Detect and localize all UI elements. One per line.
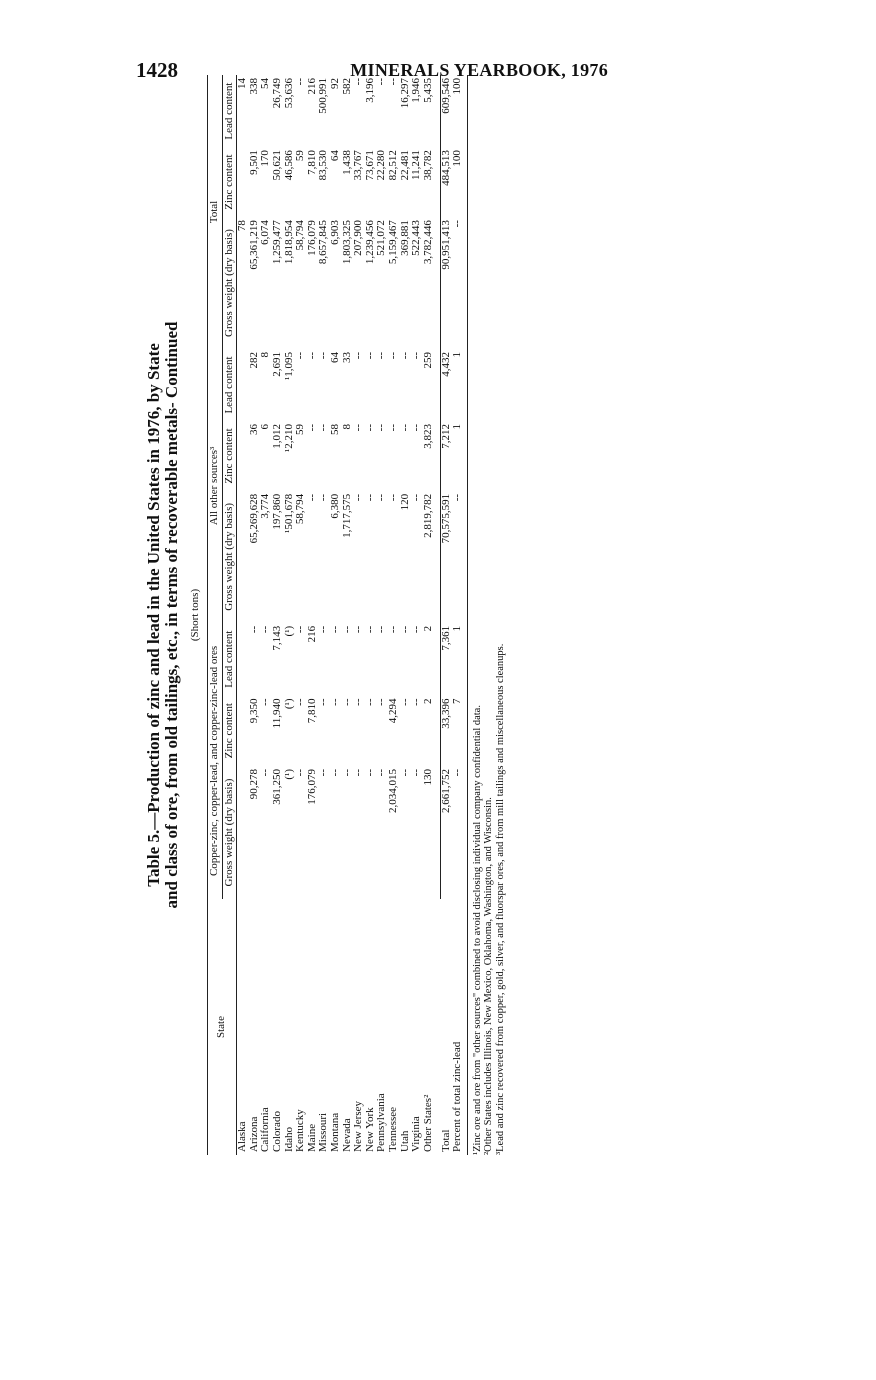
state-name-cell: Arizona <box>247 1116 260 1152</box>
value-cell: 609,546 <box>440 75 452 147</box>
value-cell: -- <box>386 424 399 432</box>
value-cell: -- <box>386 78 399 86</box>
state-name-cell: Maine <box>305 1123 318 1152</box>
value-cell: -- <box>398 769 411 777</box>
table-title-line-2: and class of ore, from old tailings, etc., in terms of recoverable metals- Continued <box>162 321 181 909</box>
value-cell: 90,951,413 <box>440 217 452 349</box>
table-row <box>423 75 435 1155</box>
value-cell: 216 <box>305 78 318 95</box>
value-cell: -- <box>352 351 365 360</box>
value-cell: -- <box>375 769 388 777</box>
value-cell: 46,586 <box>282 150 295 181</box>
value-cell: 2,691 <box>270 351 283 377</box>
value-cell: -- <box>294 351 307 360</box>
value-cell: -- <box>294 769 307 777</box>
value-cell: -- <box>410 493 423 502</box>
value-cell: 207,900 <box>352 220 365 256</box>
value-cell: 6 <box>259 424 272 430</box>
value-cell: 8 <box>340 424 353 430</box>
state-name-cell: Pennsylvania <box>375 1093 388 1152</box>
value-cell: -- <box>317 625 330 634</box>
value-cell: 16,297 <box>398 78 411 109</box>
table-row <box>440 75 452 1155</box>
table-title-line-1: Table 5.—Production of zinc and lead in the United States in 1976, by State <box>144 343 163 887</box>
value-cell: 59 <box>294 424 307 436</box>
value-cell: -- <box>410 625 423 634</box>
value-cell <box>237 349 249 421</box>
value-cell: 1,012 <box>270 424 283 449</box>
table-row <box>330 75 342 1155</box>
value-cell: 176,079 <box>305 220 318 256</box>
value-cell: 2,661,752 <box>440 766 452 899</box>
value-cell: -- <box>363 625 376 634</box>
state-name-cell: Tennessee <box>386 1106 399 1152</box>
value-cell: 3,823 <box>421 424 434 449</box>
value-cell: 58,794 <box>294 220 307 251</box>
footnote: ³Lead and zinc recovered from copper, gold, silver, and fluorspar ores, and from mill tailings and miscellaneous cleanups. <box>494 643 506 1155</box>
value-cell: 120 <box>398 493 411 511</box>
value-cell <box>237 147 249 217</box>
value-cell: -- <box>363 698 376 706</box>
value-cell: 100 <box>451 78 464 95</box>
value-cell: 5,435 <box>421 78 434 103</box>
value-cell: -- <box>340 625 353 634</box>
value-cell: -- <box>317 769 330 777</box>
value-cell: -- <box>363 493 376 502</box>
value-cell: 22,280 <box>375 150 388 181</box>
value-cell: 65,361,219 <box>247 220 260 270</box>
value-cell: -- <box>328 769 341 777</box>
group-header-other-sources: All other sources³ <box>208 349 223 623</box>
state-name-cell: Nevada <box>340 1118 353 1152</box>
value-cell: 1,438 <box>340 150 353 175</box>
col-header-lead-content: Lead content <box>222 349 237 421</box>
value-cell: 1 <box>451 424 464 430</box>
value-cell: -- <box>317 698 330 706</box>
value-cell: 522,443 <box>410 220 423 256</box>
value-cell: 14 <box>236 78 249 89</box>
state-name-cell: Kentucky <box>294 1109 307 1152</box>
value-cell: 1 <box>451 351 464 358</box>
value-cell: 2 <box>421 698 434 705</box>
value-cell: -- <box>305 424 318 432</box>
value-cell: -- <box>294 698 307 706</box>
value-cell: 1,239,456 <box>363 220 376 265</box>
value-cell: 7,212 <box>440 421 452 491</box>
value-cell: 6,903 <box>328 220 341 245</box>
state-name-cell: California <box>259 1107 272 1152</box>
value-cell: 2,034,015 <box>386 769 399 813</box>
value-cell: -- <box>352 78 365 86</box>
value-cell: 33 <box>340 351 353 363</box>
col-header-gross-weight: Gross weight (dry basis) <box>222 766 237 899</box>
value-cell: 4,294 <box>386 698 399 724</box>
value-cell: -- <box>317 424 330 432</box>
value-cell: -- <box>247 625 260 634</box>
value-cell: (¹) <box>282 769 295 780</box>
value-cell: -- <box>305 493 318 502</box>
value-cell: -- <box>363 351 376 360</box>
value-cell: -- <box>451 493 464 502</box>
state-name-cell: Virginia <box>410 1116 423 1152</box>
value-cell: -- <box>398 625 411 634</box>
value-cell: 7 <box>451 698 464 705</box>
group-header-total: Total <box>208 75 223 349</box>
table-row <box>237 75 249 1155</box>
value-cell: 11,940 <box>270 698 283 729</box>
value-cell: 9,501 <box>247 150 260 175</box>
group-header-copper-ores: Copper-zinc, copper-lead, and copper-zinc-lead ores <box>208 623 223 899</box>
value-cell: -- <box>410 698 423 706</box>
value-cell: 361,250 <box>270 769 283 805</box>
col-header-gross-weight: Gross weight (dry basis) <box>222 217 237 349</box>
value-cell: -- <box>410 769 423 777</box>
value-cell: 5,159,467 <box>386 220 399 265</box>
table-bottom-rule <box>464 75 468 1155</box>
value-cell: -- <box>398 698 411 706</box>
value-cell: 64 <box>328 150 341 162</box>
state-name-cell: Alaska <box>236 1121 249 1152</box>
value-cell: 59 <box>294 150 307 162</box>
value-cell: 65,269,628 <box>247 493 260 544</box>
value-cell: -- <box>451 769 464 777</box>
value-cell: -- <box>352 698 365 706</box>
value-cell: 50,621 <box>270 150 283 181</box>
value-cell: -- <box>340 769 353 777</box>
value-cell: -- <box>451 220 464 228</box>
footnote: ²Other States includes Illinois, New Mexico, Oklahoma, Washington, and Wisconsin. <box>483 797 495 1155</box>
value-cell: 92 <box>328 78 341 89</box>
value-cell: -- <box>352 493 365 502</box>
value-cell <box>237 623 249 696</box>
footnotes <box>472 75 507 1155</box>
col-header-zinc-content: Zinc content <box>222 147 237 217</box>
state-name-cell: Missouri <box>317 1112 330 1152</box>
value-cell: 3,196 <box>363 78 376 103</box>
value-cell: -- <box>317 351 330 360</box>
value-cell: 9,350 <box>247 698 260 724</box>
state-name-cell: Total <box>439 1129 452 1152</box>
value-cell: 22,481 <box>398 150 411 181</box>
value-cell: 38,782 <box>421 150 434 181</box>
value-cell: 53,636 <box>282 78 295 109</box>
table-units: (Short tons) <box>189 588 201 642</box>
value-cell: 7,810 <box>305 150 318 175</box>
value-cell: 216 <box>305 625 318 643</box>
value-cell: 1 <box>451 625 464 632</box>
state-name-cell: Idaho <box>282 1126 295 1152</box>
value-cell: 33,396 <box>440 696 452 766</box>
value-cell: ¹501,678 <box>282 493 295 533</box>
value-cell: -- <box>352 769 365 777</box>
value-cell: 338 <box>247 78 260 95</box>
value-cell: 33,767 <box>352 150 365 181</box>
col-state-header: State <box>208 899 237 1155</box>
value-cell: 6,074 <box>259 220 272 245</box>
value-cell: -- <box>340 698 353 706</box>
value-cell: -- <box>328 698 341 706</box>
value-cell: -- <box>375 78 388 86</box>
value-cell: -- <box>305 351 318 360</box>
value-cell: 197,860 <box>270 493 283 530</box>
value-cell: -- <box>398 424 411 432</box>
table-row <box>272 75 284 1155</box>
value-cell: 7,361 <box>440 623 452 696</box>
rotated-table-block <box>145 75 615 1155</box>
value-cell: -- <box>317 493 330 502</box>
value-cell: -- <box>328 625 341 634</box>
col-header-zinc-content: Zinc content <box>222 696 237 766</box>
table-row <box>452 75 464 1155</box>
value-cell <box>237 491 249 623</box>
col-header-gross-weight: Gross weight (dry basis) <box>222 491 237 623</box>
running-title: MINERALS YEARBOOK, 1976 <box>350 60 608 80</box>
state-name-cell: New Jersey <box>352 1100 365 1152</box>
value-cell: 58 <box>328 424 341 436</box>
value-cell: 521,072 <box>375 220 388 256</box>
value-cell: 259 <box>421 351 434 369</box>
production-table <box>207 75 468 1155</box>
table-row <box>388 75 400 1155</box>
value-cell: 582 <box>340 78 353 95</box>
value-cell: 54 <box>259 78 272 89</box>
value-cell: -- <box>375 351 388 360</box>
value-cell: -- <box>363 424 376 432</box>
value-cell: 484,513 <box>440 147 452 217</box>
state-name-cell: Percent of total zinc-lead <box>451 1041 464 1152</box>
value-cell: 500,991 <box>317 78 330 114</box>
value-cell: 8 <box>259 351 272 358</box>
state-name-cell: Other States² <box>421 1094 434 1152</box>
value-cell: 369,881 <box>398 220 411 256</box>
value-cell: 7,143 <box>270 625 283 651</box>
value-cell: -- <box>386 625 399 634</box>
value-cell <box>237 421 249 491</box>
value-cell: -- <box>410 424 423 432</box>
value-cell: 2,819,782 <box>421 493 434 538</box>
table-row <box>295 75 307 1155</box>
value-cell: 70,575,591 <box>440 491 452 623</box>
value-cell: 82,512 <box>386 150 399 181</box>
value-cell <box>237 766 249 899</box>
value-cell: -- <box>363 769 376 777</box>
value-cell: 83,530 <box>317 150 330 181</box>
value-cell: 176,079 <box>305 769 318 805</box>
value-cell: -- <box>386 493 399 502</box>
page-number: 1428 <box>136 58 178 82</box>
state-name-cell: Montana <box>328 1112 341 1152</box>
value-cell: 3,774 <box>259 493 272 519</box>
value-cell: 1,818,954 <box>282 220 295 265</box>
value-cell: -- <box>294 78 307 86</box>
state-name-cell: Colorado <box>270 1111 283 1152</box>
value-cell: 78 <box>236 220 249 232</box>
state-name-cell: New York <box>363 1107 376 1152</box>
value-cell: 73,671 <box>363 150 376 181</box>
value-cell: 58,794 <box>294 493 307 525</box>
value-cell: -- <box>375 698 388 706</box>
value-cell: (¹) <box>282 698 295 710</box>
value-cell: -- <box>398 351 411 360</box>
value-cell: -- <box>375 424 388 432</box>
value-cell <box>237 696 249 766</box>
table-row <box>353 75 365 1155</box>
value-cell: 26,749 <box>270 78 283 109</box>
value-cell: -- <box>352 625 365 634</box>
value-cell: 4,432 <box>440 349 452 421</box>
value-cell: (¹) <box>282 625 295 637</box>
col-header-lead-content: Lead content <box>222 623 237 696</box>
value-cell: -- <box>375 625 388 634</box>
value-cell: 8,657,845 <box>317 220 330 265</box>
value-cell: -- <box>386 351 399 360</box>
table-title <box>145 75 181 1155</box>
value-cell: 11,241 <box>410 150 423 180</box>
value-cell: 1,803,325 <box>340 220 353 265</box>
value-cell: 90,278 <box>247 769 260 800</box>
value-cell: 2 <box>421 625 434 632</box>
value-cell: 6,380 <box>328 493 341 519</box>
value-cell: 100 <box>451 150 464 167</box>
value-cell: -- <box>259 769 272 777</box>
value-cell: ¹1,095 <box>282 351 295 381</box>
value-cell: -- <box>410 351 423 360</box>
value-cell: 1,946 <box>410 78 423 103</box>
value-cell: -- <box>375 493 388 502</box>
value-cell: 130 <box>421 769 434 786</box>
value-cell: -- <box>294 625 307 634</box>
col-header-zinc-content: Zinc content <box>222 421 237 491</box>
footnote: ¹Zinc ore and ore from "other sources" combined to avoid disclosing individual company confidential data. <box>471 705 483 1155</box>
value-cell: -- <box>259 698 272 706</box>
value-cell: 1,259,477 <box>270 220 283 265</box>
value-cell: 170 <box>259 150 272 167</box>
value-cell: ¹2,210 <box>282 424 295 453</box>
value-cell: -- <box>259 625 272 634</box>
col-header-lead-content: Lead content <box>222 75 237 147</box>
value-cell: 7,810 <box>305 698 318 724</box>
value-cell: 3,782,446 <box>421 220 434 265</box>
table-row <box>411 75 423 1155</box>
value-cell: 36 <box>247 424 260 436</box>
state-name-cell: Utah <box>398 1130 411 1152</box>
value-cell: 282 <box>247 351 260 369</box>
value-cell: 1,717,575 <box>340 493 353 538</box>
value-cell: -- <box>352 424 365 432</box>
value-cell: 64 <box>328 351 341 363</box>
